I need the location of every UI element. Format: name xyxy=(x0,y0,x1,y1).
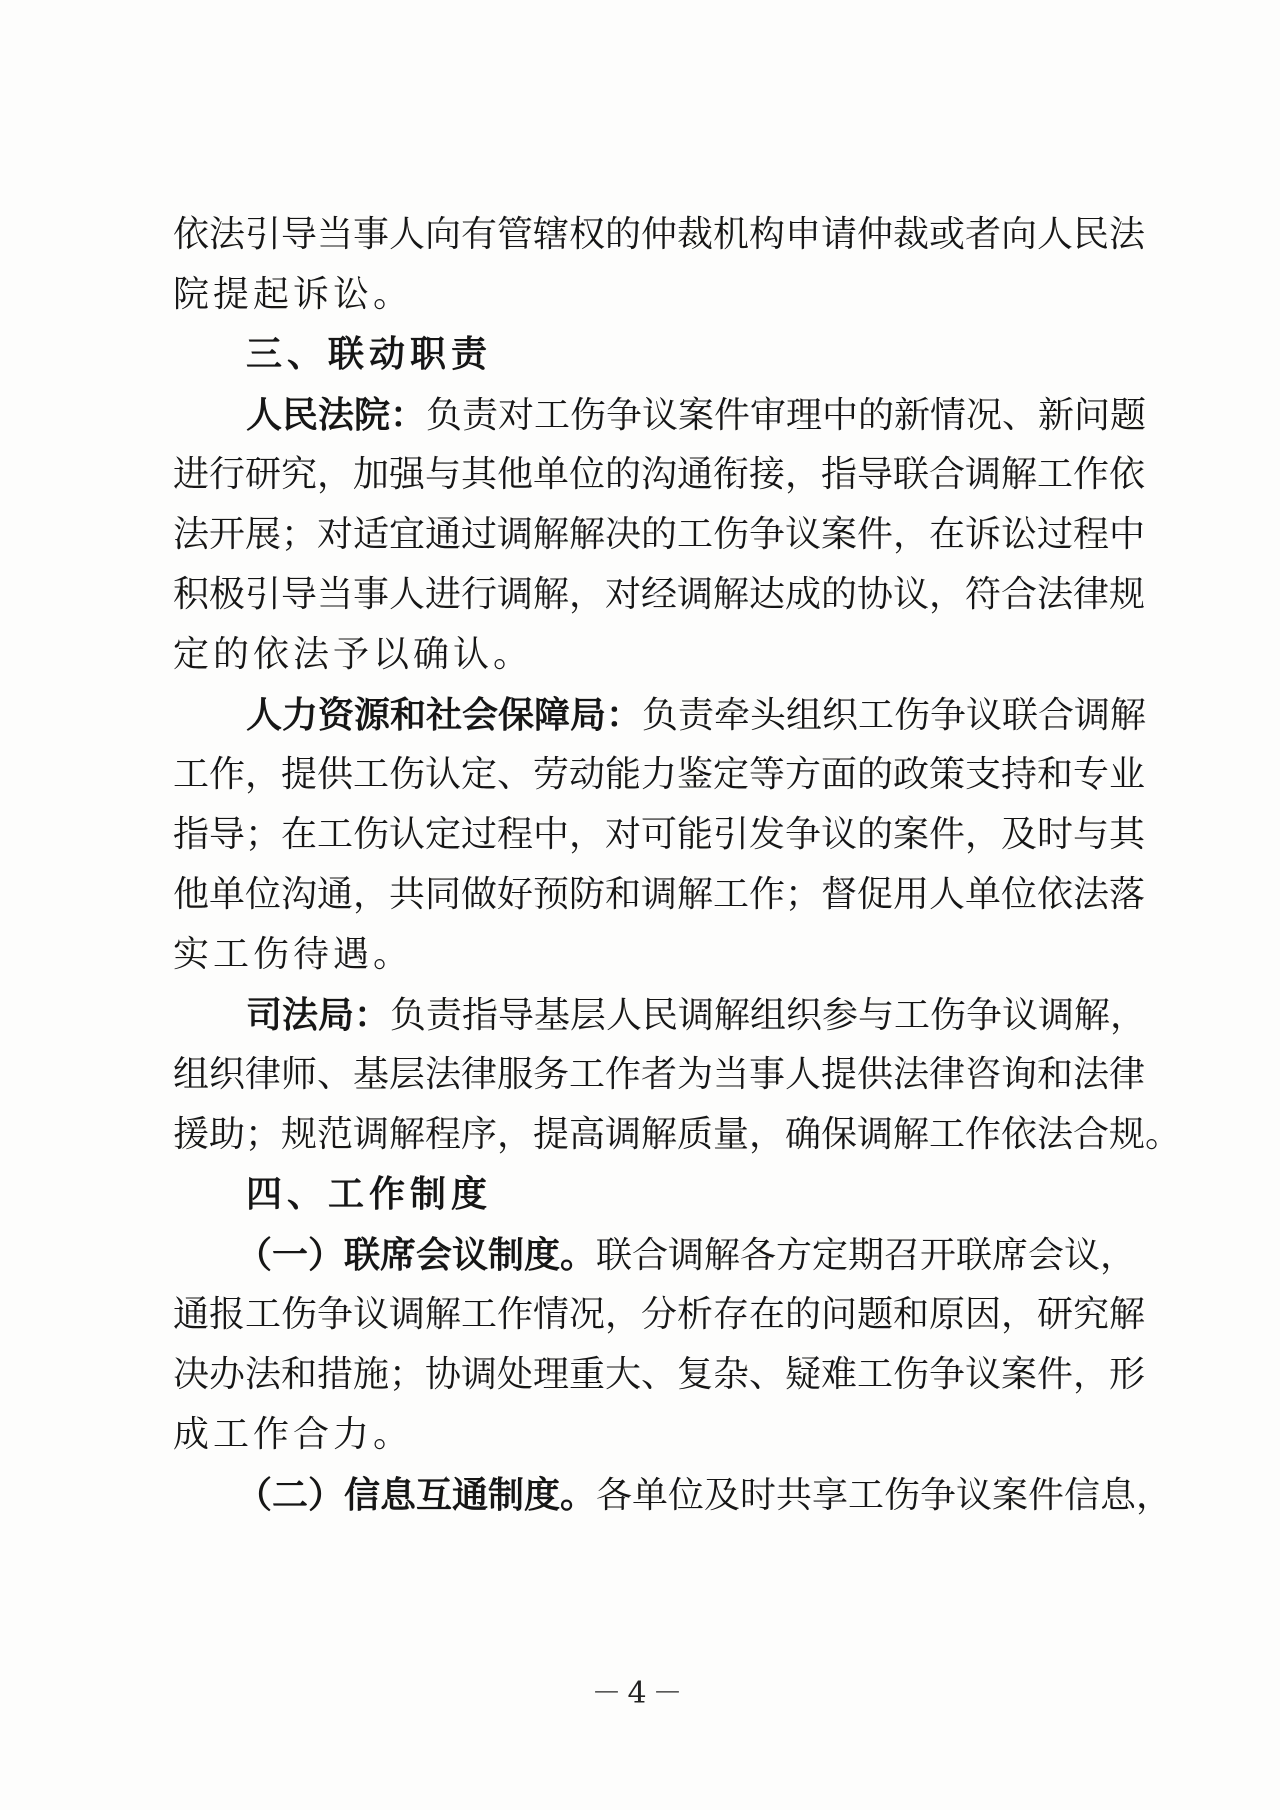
paragraph-text: 联合调解各方定期召开联席会议， xyxy=(596,1235,1137,1276)
paragraph-text: 负责牵头组织工伤争议联合调解 xyxy=(642,695,1147,736)
paragraph-lead: （一）联席会议制度。 xyxy=(236,1234,597,1276)
body-line: 定的依法予以确认。 xyxy=(173,634,534,675)
paragraph-first-line xyxy=(246,385,1147,445)
section-heading: 三、联动职责 xyxy=(246,334,493,375)
page-number: －4－ xyxy=(591,1676,689,1711)
body-line: 通报工伤争议调解工作情况，分析存在的问题和原因，研究解 xyxy=(173,1294,1146,1335)
paragraph-text: 负责对工伤争议案件审理中的新情况、新问题 xyxy=(426,395,1147,436)
paragraph-text: 各单位及时共享工伤争议案件信息， xyxy=(596,1475,1173,1516)
paragraph-lead: 人民法院： xyxy=(246,394,427,436)
body-line: 指导；在工伤认定过程中，对可能引发争议的案件，及时与其 xyxy=(173,814,1146,855)
body-line: 院提起诉讼。 xyxy=(173,274,414,315)
section-heading: 四、工作制度 xyxy=(246,1174,493,1215)
paragraph-first-line xyxy=(236,1225,1137,1285)
paragraph-first-line xyxy=(236,1465,1173,1525)
paragraph-lead: （二）信息互通制度。 xyxy=(236,1474,597,1516)
paragraph-lead: 人力资源和社会保障局： xyxy=(246,694,643,736)
body-line: 依法引导当事人向有管辖权的仲裁机构申请仲裁或者向人民法 xyxy=(173,214,1146,255)
body-line: 实工伤待遇。 xyxy=(173,934,414,975)
body-line: 决办法和措施；协调处理重大、复杂、疑难工伤争议案件，形 xyxy=(173,1354,1146,1395)
body-line: 积极引导当事人进行调解，对经调解达成的协议，符合法律规 xyxy=(173,574,1146,615)
body-line: 工作，提供工伤认定、劳动能力鉴定等方面的政策支持和专业 xyxy=(173,754,1146,795)
body-line: 进行研究，加强与其他单位的沟通衔接，指导联合调解工作依 xyxy=(173,454,1146,495)
body-line: 援助；规范调解程序，提高调解质量，确保调解工作依法合规。 xyxy=(173,1114,1182,1155)
body-line: 他单位沟通，共同做好预防和调解工作；督促用人单位依法落 xyxy=(173,874,1146,915)
body-line: 法开展；对适宜通过调解解决的工伤争议案件，在诉讼过程中 xyxy=(173,514,1146,555)
paragraph-text: 负责指导基层人民调解组织参与工伤争议调解， xyxy=(390,995,1147,1036)
body-line: 组织律师、基层法律服务工作者为当事人提供法律咨询和法律 xyxy=(173,1054,1146,1095)
paragraph-first-line xyxy=(246,685,1147,745)
paragraph-lead: 司法局： xyxy=(246,994,391,1036)
body-line: 成工作合力。 xyxy=(173,1414,414,1455)
paragraph-first-line xyxy=(246,985,1147,1045)
